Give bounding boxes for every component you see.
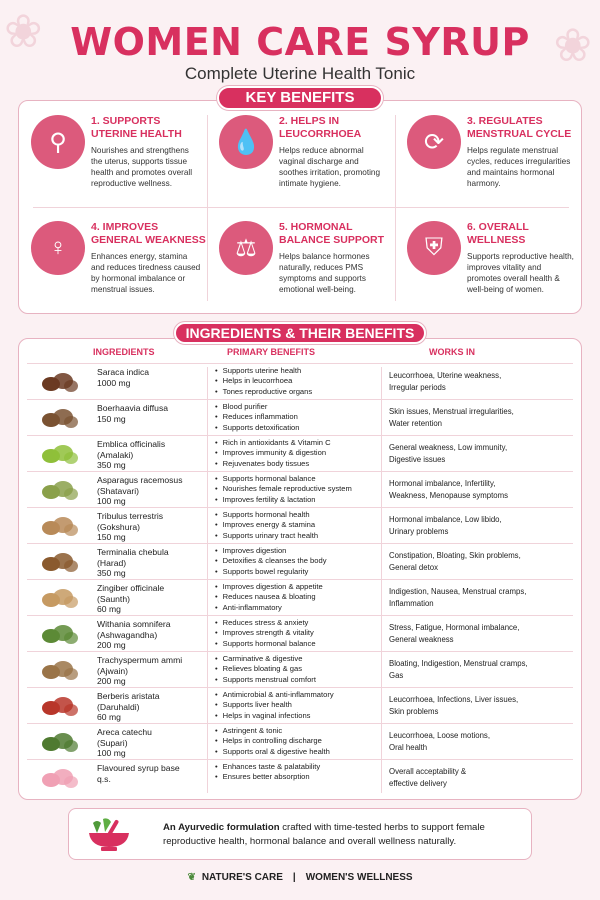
brand-name: NATURE'S CARE — [201, 872, 283, 883]
ingredient-works-in: Leucorrhoea, Infections, Liver issues, Skin problems — [389, 695, 519, 716]
table-row — [27, 723, 573, 759]
key-benefits-heading: KEY BENEFITS — [217, 86, 383, 110]
ingredient-benefits — [215, 618, 385, 649]
woman-icon: ♀ — [31, 221, 85, 275]
ingredient-image-icon — [37, 729, 81, 755]
benefit-bullet: • Reduces inflammation — [215, 412, 385, 422]
ingredient-image-icon — [37, 693, 81, 719]
benefit-bullet: • Supports uterine health — [215, 366, 385, 376]
benefit-bullet: • Rich in antioxidants & Vitamin C — [215, 438, 385, 448]
ingredient-works-in: Overall acceptability & effective delivery — [389, 767, 467, 788]
ingredient-benefits — [215, 690, 385, 721]
column-header-ingredients: INGREDIENTS — [93, 347, 155, 357]
benefit-bullet: • Reduces nausea & bloating — [215, 592, 385, 602]
shield-heart-icon: ⛨ — [407, 221, 461, 275]
ingredient-works-in: Leucorrhoea, Loose motions, Oral health — [389, 731, 490, 752]
benefit-bullet: • Anti-inflammatory — [215, 603, 385, 613]
ingredient-benefits — [215, 546, 385, 577]
benefit-description: Nourishes and strengthens the uterus, supports tissue health and promotes overall reproductive wellness. — [91, 146, 193, 188]
ingredient-image-icon — [37, 477, 81, 503]
divider — [33, 207, 569, 208]
benefit-card — [19, 103, 207, 207]
benefit-bullet: • Rejuvenates body tissues — [215, 459, 385, 469]
table-row — [27, 651, 573, 687]
ingredient-name: Emblica officinalis (Amalaki) 350 mg — [97, 439, 166, 470]
benefit-bullet: • Improves digestion & appetite — [215, 582, 385, 592]
benefit-bullet: • Supports urinary tract health — [215, 531, 385, 541]
table-row — [27, 543, 573, 579]
ingredient-works-in: Stress, Fatigue, Hormonal imbalance, General weakness — [389, 623, 520, 644]
benefit-bullet: • Supports oral & digestive health — [215, 747, 385, 757]
ingredients-panel — [18, 338, 582, 800]
ingredient-works-in: Constipation, Bloating, Skin problems, General detox — [389, 551, 521, 572]
brand-line: ❦ NATURE'S CARE | WOMEN'S WELLNESS — [187, 872, 413, 883]
ingredient-name: Asparagus racemosus (Shatavari) 100 mg — [97, 475, 183, 506]
ingredient-image-icon — [37, 765, 81, 791]
ingredient-benefits — [215, 510, 385, 541]
benefit-card — [207, 103, 395, 207]
ingredient-name: Flavoured syrup base q.s. — [97, 763, 180, 784]
benefit-bullet: • Helps in controlling discharge — [215, 736, 385, 746]
ingredient-name: Berberis aristata (Daruhaldi) 60 mg — [97, 691, 160, 722]
benefit-bullet: • Supports bowel regularity — [215, 567, 385, 577]
mortar-pestle-icon — [85, 817, 133, 853]
flower-decoration-icon: ❀ — [4, 5, 43, 57]
benefit-bullet: • Supports hormonal balance — [215, 474, 385, 484]
brand-tagline: WOMEN'S WELLNESS — [305, 872, 413, 883]
ingredient-name: Terminalia chebula (Harad) 350 mg — [97, 547, 169, 578]
leaf-icon: ❦ — [187, 872, 196, 883]
benefit-bullet: • Ensures better absorption — [215, 772, 385, 782]
flower-decoration-icon: ❀ — [553, 19, 592, 71]
benefit-description: Supports reproductive health, improves vitality and promotes overall health & well-being of women. — [467, 252, 574, 294]
benefit-bullet: • Improves digestion — [215, 546, 385, 556]
benefit-bullet: • Helps in vaginal infections — [215, 711, 385, 721]
table-row — [27, 507, 573, 543]
table-row — [27, 759, 573, 795]
ingredient-works-in: General weakness, Low immunity, Digestive issues — [389, 443, 508, 464]
ingredient-benefits — [215, 366, 385, 397]
benefit-bullet: • Blood purifier — [215, 402, 385, 412]
benefit-bullet: • Improves energy & stamina — [215, 520, 385, 530]
ingredients-heading: INGREDIENTS & THEIR BENEFITS — [174, 322, 426, 344]
table-row — [27, 363, 573, 399]
benefit-card — [207, 209, 395, 313]
page-subtitle: Complete Uterine Health Tonic — [184, 64, 416, 83]
ingredient-image-icon — [37, 405, 81, 431]
benefit-card — [395, 103, 583, 207]
footer-note — [68, 808, 532, 860]
benefit-bullet: • Improves fertility & lactation — [215, 495, 385, 505]
ingredient-works-in: Hormonal imbalance, Infertility, Weakness, Menopause symptoms — [389, 479, 509, 500]
benefit-title: 5. HORMONAL BALANCE SUPPORT — [279, 221, 385, 246]
page-title: WOMEN CARE SYRUP — [70, 20, 530, 64]
benefit-title: 3. REGULATES MENSTRUAL CYCLE — [467, 115, 572, 140]
key-benefits-panel — [18, 100, 582, 314]
table-row — [27, 579, 573, 615]
benefit-bullet: • Antimicrobial & anti-inflammatory — [215, 690, 385, 700]
ingredient-image-icon — [37, 657, 81, 683]
table-row — [27, 615, 573, 651]
ingredient-image-icon — [37, 513, 81, 539]
benefit-title: 4. IMPROVES GENERAL WEAKNESS — [91, 221, 206, 246]
benefit-title: 1. SUPPORTS UTERINE HEALTH — [91, 115, 182, 140]
ingredient-image-icon — [37, 585, 81, 611]
benefit-description: Enhances energy, stamina and reduces tiredness caused by hormonal imbalance or menstrual issues. — [91, 252, 201, 294]
benefit-bullet: • Improves strength & vitality — [215, 628, 385, 638]
ingredient-image-icon — [37, 369, 81, 395]
column-header-works-in: WORKS IN — [429, 347, 475, 357]
ingredient-image-icon — [37, 621, 81, 647]
ingredient-works-in: Hormonal imbalance, Low libido, Urinary problems — [389, 515, 502, 536]
benefit-bullet: • Improves immunity & digestion — [215, 448, 385, 458]
ingredient-benefits — [215, 438, 385, 469]
benefit-card — [395, 209, 583, 313]
ingredient-benefits — [215, 474, 385, 505]
table-row — [27, 687, 573, 723]
ingredient-benefits — [215, 402, 385, 433]
benefit-title: 2. HELPS IN LEUCORRHOEA — [279, 115, 362, 140]
benefit-description: Helps regulate menstrual cycles, reduces irregularities and maintains hormonal harmony. — [467, 146, 571, 188]
ingredient-image-icon — [37, 549, 81, 575]
benefit-bullet: • Supports hormonal balance — [215, 639, 385, 649]
benefit-bullet: • Detoxifies & cleanses the body — [215, 556, 385, 566]
balance-scale-icon: ⚖ — [219, 221, 273, 275]
ingredient-benefits — [215, 726, 385, 757]
ingredient-image-icon — [37, 441, 81, 467]
benefit-bullet: • Tones reproductive organs — [215, 387, 385, 397]
benefit-bullet: • Supports detoxification — [215, 423, 385, 433]
ingredient-name: Areca catechu (Supari) 100 mg — [97, 727, 152, 758]
footer-description: An Ayurvedic formulation crafted with time-tested herbs to support female reproductive health, hormonal balance and overall wellness naturally. — [163, 822, 485, 847]
benefit-bullet: • Enhances taste & palatability — [215, 762, 385, 772]
benefit-card — [19, 209, 207, 313]
ingredient-benefits — [215, 654, 385, 685]
cycle-arrows-icon: ⟳ — [407, 115, 461, 169]
ingredient-name: Withania somnifera (Ashwagandha) 200 mg — [97, 619, 171, 650]
benefit-bullet: • Relieves bloating & gas — [215, 664, 385, 674]
benefit-bullet: • Supports hormonal health — [215, 510, 385, 520]
uterus-icon: ⚲ — [31, 115, 85, 169]
benefit-bullet: • Carminative & digestive — [215, 654, 385, 664]
benefit-bullet: • Astringent & tonic — [215, 726, 385, 736]
ingredient-name: Saraca indica 1000 mg — [97, 367, 150, 388]
ingredient-works-in: Skin issues, Menstrual irregularities, Water retention — [389, 407, 514, 428]
ingredient-name: Boerhaavia diffusa 150 mg — [97, 403, 169, 424]
ingredient-name: Trachyspermum ammi (Ajwain) 200 mg — [97, 655, 183, 686]
table-row — [27, 435, 573, 471]
benefit-bullet: • Supports menstrual comfort — [215, 675, 385, 685]
benefit-description: Helps balance hormones naturally, reduces PMS symptoms and supports emotional well-being. — [279, 252, 370, 294]
ingredient-name: Tribulus terrestris (Gokshura) 150 mg — [97, 511, 164, 542]
ingredient-benefits — [215, 582, 385, 613]
ingredient-works-in: Indigestion, Nausea, Menstrual cramps, Inflammation — [389, 587, 527, 608]
benefit-bullet: • Nourishes female reproductive system — [215, 484, 385, 494]
table-row — [27, 399, 573, 435]
benefit-title: 6. OVERALL WELLNESS — [467, 221, 529, 246]
benefit-description: Helps reduce abnormal vaginal discharge and soothes irritation, promoting intimate hygiene. — [279, 146, 381, 188]
table-row — [27, 471, 573, 507]
ingredient-works-in: Leucorrhoea, Uterine weakness, Irregular periods — [389, 371, 502, 392]
ingredient-works-in: Bloating, Indigestion, Menstrual cramps, Gas — [389, 659, 528, 680]
ingredient-name: Zingiber officinale (Saunth) 60 mg — [97, 583, 165, 614]
benefit-bullet: • Supports liver health — [215, 700, 385, 710]
column-header-benefits: PRIMARY BENEFITS — [227, 347, 316, 357]
drop-icon: 💧 — [219, 115, 273, 169]
ingredient-benefits — [215, 762, 385, 783]
benefit-bullet: • Reduces stress & anxiety — [215, 618, 385, 628]
benefit-bullet: • Helps in leucorrhoea — [215, 376, 385, 386]
